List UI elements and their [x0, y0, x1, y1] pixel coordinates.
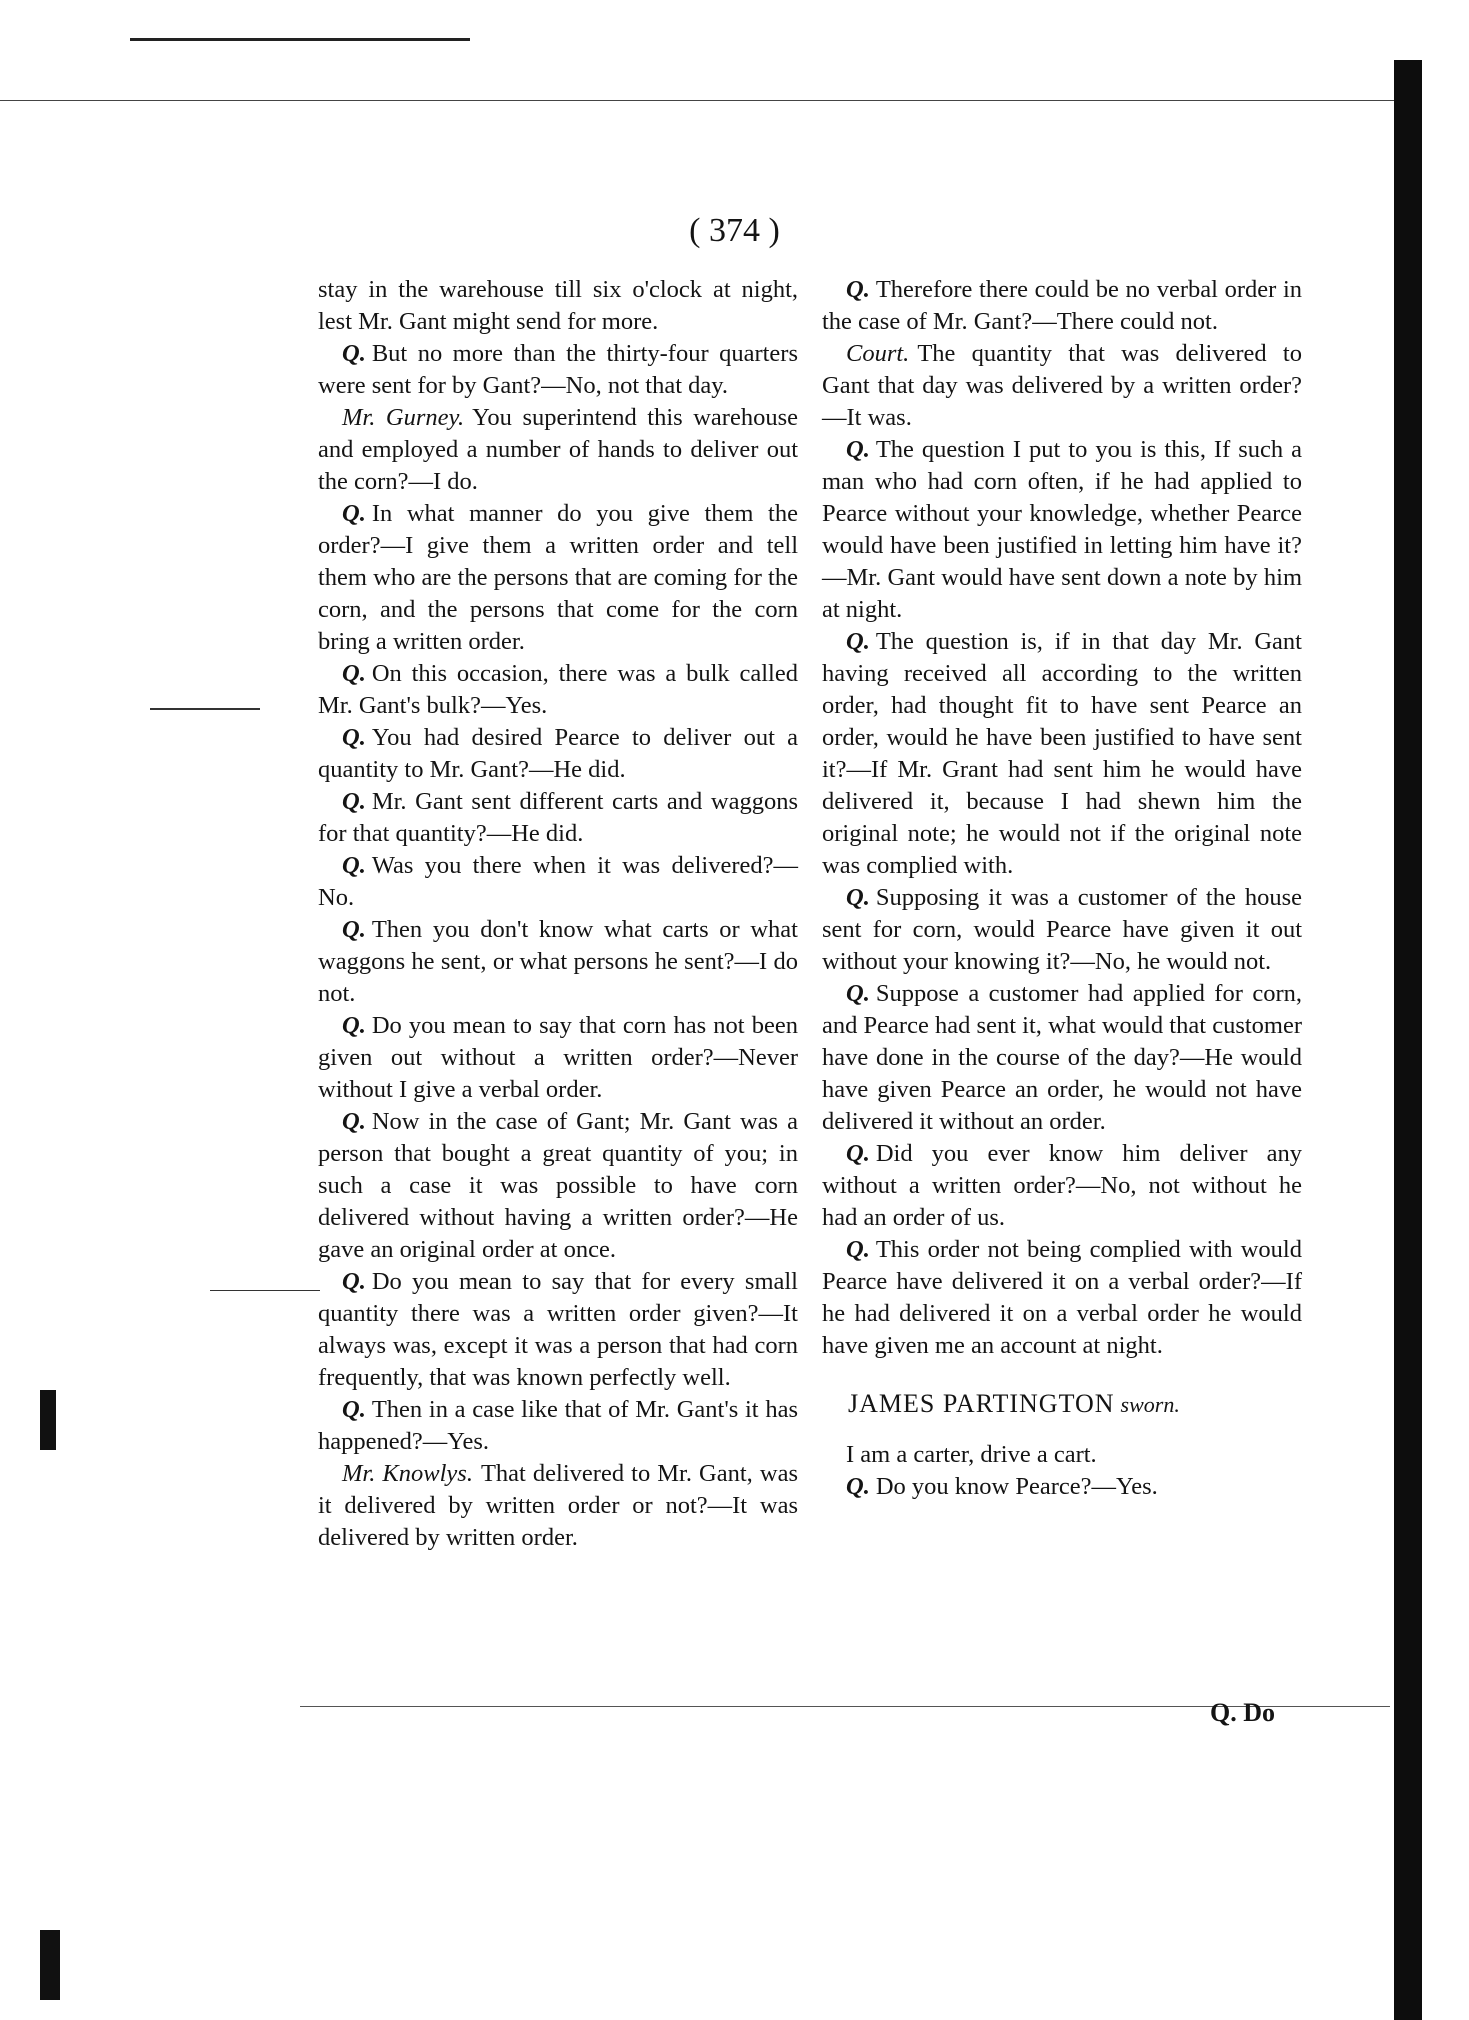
paragraph-text: Then you don't know what carts or what waggons he sent, or what persons he sent?—I do not. — [318, 916, 798, 1007]
scan-top-rule — [130, 38, 470, 41]
margin-rule — [40, 1930, 60, 2000]
paragraph-text: Suppose a customer had applied for corn, and Pearce had sent it, what would that customer have done in the course of the day?—He would have given Pearce an order, he would not have delivered it without an order. — [822, 980, 1302, 1135]
question-marker: Q. — [342, 852, 366, 879]
question-answer — [318, 338, 798, 402]
paragraph-text: Supposing it was a customer of the house sent for corn, would Pearce have given it out without your knowing it?—No, he would not. — [822, 884, 1302, 975]
paragraph-text: Mr. Gant sent different carts and waggons for that quantity?—He did. — [318, 788, 798, 847]
paragraph-text: You superintend this warehouse and employed a number of hands to deliver out the corn?—I do. — [318, 404, 798, 495]
speaker-name: Mr. Gurney. — [342, 404, 465, 431]
question-answer — [822, 434, 1302, 626]
counsel-question — [318, 402, 798, 498]
question-answer — [318, 1394, 798, 1458]
question-answer — [822, 626, 1302, 882]
paragraph-text: Did you ever know him deliver any without a written order?—No, not without he had an order of us. — [822, 1140, 1302, 1231]
paragraph-text: Was you there when it was delivered?—No. — [318, 852, 798, 911]
question-answer — [318, 914, 798, 1010]
question-answer — [318, 786, 798, 850]
question-marker: Q. — [342, 660, 366, 687]
testimony-text — [318, 274, 798, 338]
question-answer — [822, 1471, 1302, 1503]
question-marker: Q. — [342, 1012, 366, 1039]
paragraph-text: Now in the case of Gant; Mr. Gant was a person that bought a great quantity of you; in such a case it was possible to have corn delivered without having a written order?—He gave an original order at once. — [318, 1108, 798, 1263]
question-marker: Q. — [846, 436, 870, 463]
paragraph-text: Do you mean to say that for every small quantity there was a written order given?—It always was, except it was a person that had corn frequently, that was known perfectly well. — [318, 1268, 798, 1391]
question-answer — [822, 882, 1302, 978]
question-marker: Q. — [342, 724, 366, 751]
margin-rule — [40, 1390, 56, 1450]
question-answer — [318, 1266, 798, 1394]
question-answer — [318, 722, 798, 786]
question-marker: Q. — [846, 1140, 870, 1167]
paragraph-text: But no more than the thirty-four quarters were sent for by Gant?—No, not that day. — [318, 340, 798, 399]
question-marker: Q. — [846, 1236, 870, 1263]
speaker-name: Court. — [846, 340, 910, 367]
paragraph-text: You had desired Pearce to deliver out a quantity to Mr. Gant?—He did. — [318, 724, 798, 783]
paragraph-text: Do you know Pearce?—Yes. — [875, 1473, 1158, 1500]
question-marker: Q. — [342, 1396, 366, 1423]
counsel-question — [318, 1458, 798, 1554]
paragraph-text: Therefore there could be no verbal order in the case of Mr. Gant?—There could not. — [822, 276, 1302, 335]
counsel-question — [822, 338, 1302, 434]
question-answer — [822, 978, 1302, 1138]
paragraph-text: Then in a case like that of Mr. Gant's it has happened?—Yes. — [318, 1396, 798, 1455]
question-answer — [318, 1106, 798, 1266]
question-marker: Q. — [342, 1268, 366, 1295]
question-marker: Q. — [846, 980, 870, 1007]
sworn-label: sworn. — [1120, 1392, 1180, 1417]
margin-rule — [150, 708, 260, 710]
right-column — [822, 274, 1302, 1503]
paragraph-text: The question is, if in that day Mr. Gant having received all according to the written order, had thought fit to have sent Pearce an order, would he have been justified to have sent it?—If Mr. Grant had sent him he would have delivered it, because I had shewn him the original note; he would not if the original note was complied with. — [822, 628, 1302, 879]
scan-top-rule-2 — [0, 100, 1394, 101]
question-answer — [318, 498, 798, 658]
question-answer — [318, 1010, 798, 1106]
margin-rule — [210, 1290, 320, 1291]
question-answer — [318, 850, 798, 914]
left-column — [318, 274, 798, 1554]
paragraph-text: stay in the warehouse till six o'clock at night, lest Mr. Gant might send for more. — [318, 276, 798, 335]
question-marker: Q. — [846, 276, 870, 303]
question-marker: Q. — [342, 500, 366, 527]
catchword: Q. Do — [1210, 1698, 1275, 1727]
question-marker: Q. — [342, 788, 366, 815]
speaker-name: Mr. Knowlys. — [342, 1460, 473, 1487]
question-answer — [318, 658, 798, 722]
question-marker: Q. — [342, 916, 366, 943]
testimony-text — [822, 1439, 1302, 1471]
paragraph-text: On this occasion, there was a bulk called Mr. Gant's bulk?—Yes. — [318, 660, 798, 719]
question-marker: Q. — [846, 1473, 870, 1500]
question-answer — [822, 274, 1302, 338]
question-marker: Q. — [342, 340, 366, 367]
question-answer — [822, 1234, 1302, 1362]
paragraph-text: In what manner do you give them the order?—I give them a written order and tell them who are the persons that are coming for the corn, and the persons that come for the corn bring a written order. — [318, 500, 798, 655]
question-marker: Q. — [846, 884, 870, 911]
question-marker: Q. — [846, 628, 870, 655]
paragraph-text: The question I put to you is this, If such a man who had corn often, if he had applied to Pearce without your knowledge, whether Pearce would have been justified in letting him have it?—Mr. Gant would have sent down a note by him at night. — [822, 436, 1302, 623]
witness-heading — [848, 1388, 1302, 1421]
paragraph-text: Do you mean to say that corn has not been given out without a written order?—Never without I give a verbal order. — [318, 1012, 798, 1103]
witness-name: JAMES PARTINGTON — [848, 1389, 1115, 1418]
page-number: ( 374 ) — [689, 212, 780, 249]
paragraph-text: The quantity that was delivered to Gant that day was delivered by a written order?—It was. — [822, 340, 1302, 431]
question-marker: Q. — [342, 1108, 366, 1135]
paragraph-text: This order not being complied with would Pearce have delivered it on a verbal order?—If he had delivered it on a verbal order he would have given me an account at night. — [822, 1236, 1302, 1359]
paragraph-text: I am a carter, drive a cart. — [846, 1441, 1097, 1468]
paragraph-text: That delivered to Mr. Gant, was it delivered by written order or not?—It was delivered by written order. — [318, 1460, 798, 1551]
question-answer — [822, 1138, 1302, 1234]
page-edge-bar — [1394, 60, 1422, 2020]
